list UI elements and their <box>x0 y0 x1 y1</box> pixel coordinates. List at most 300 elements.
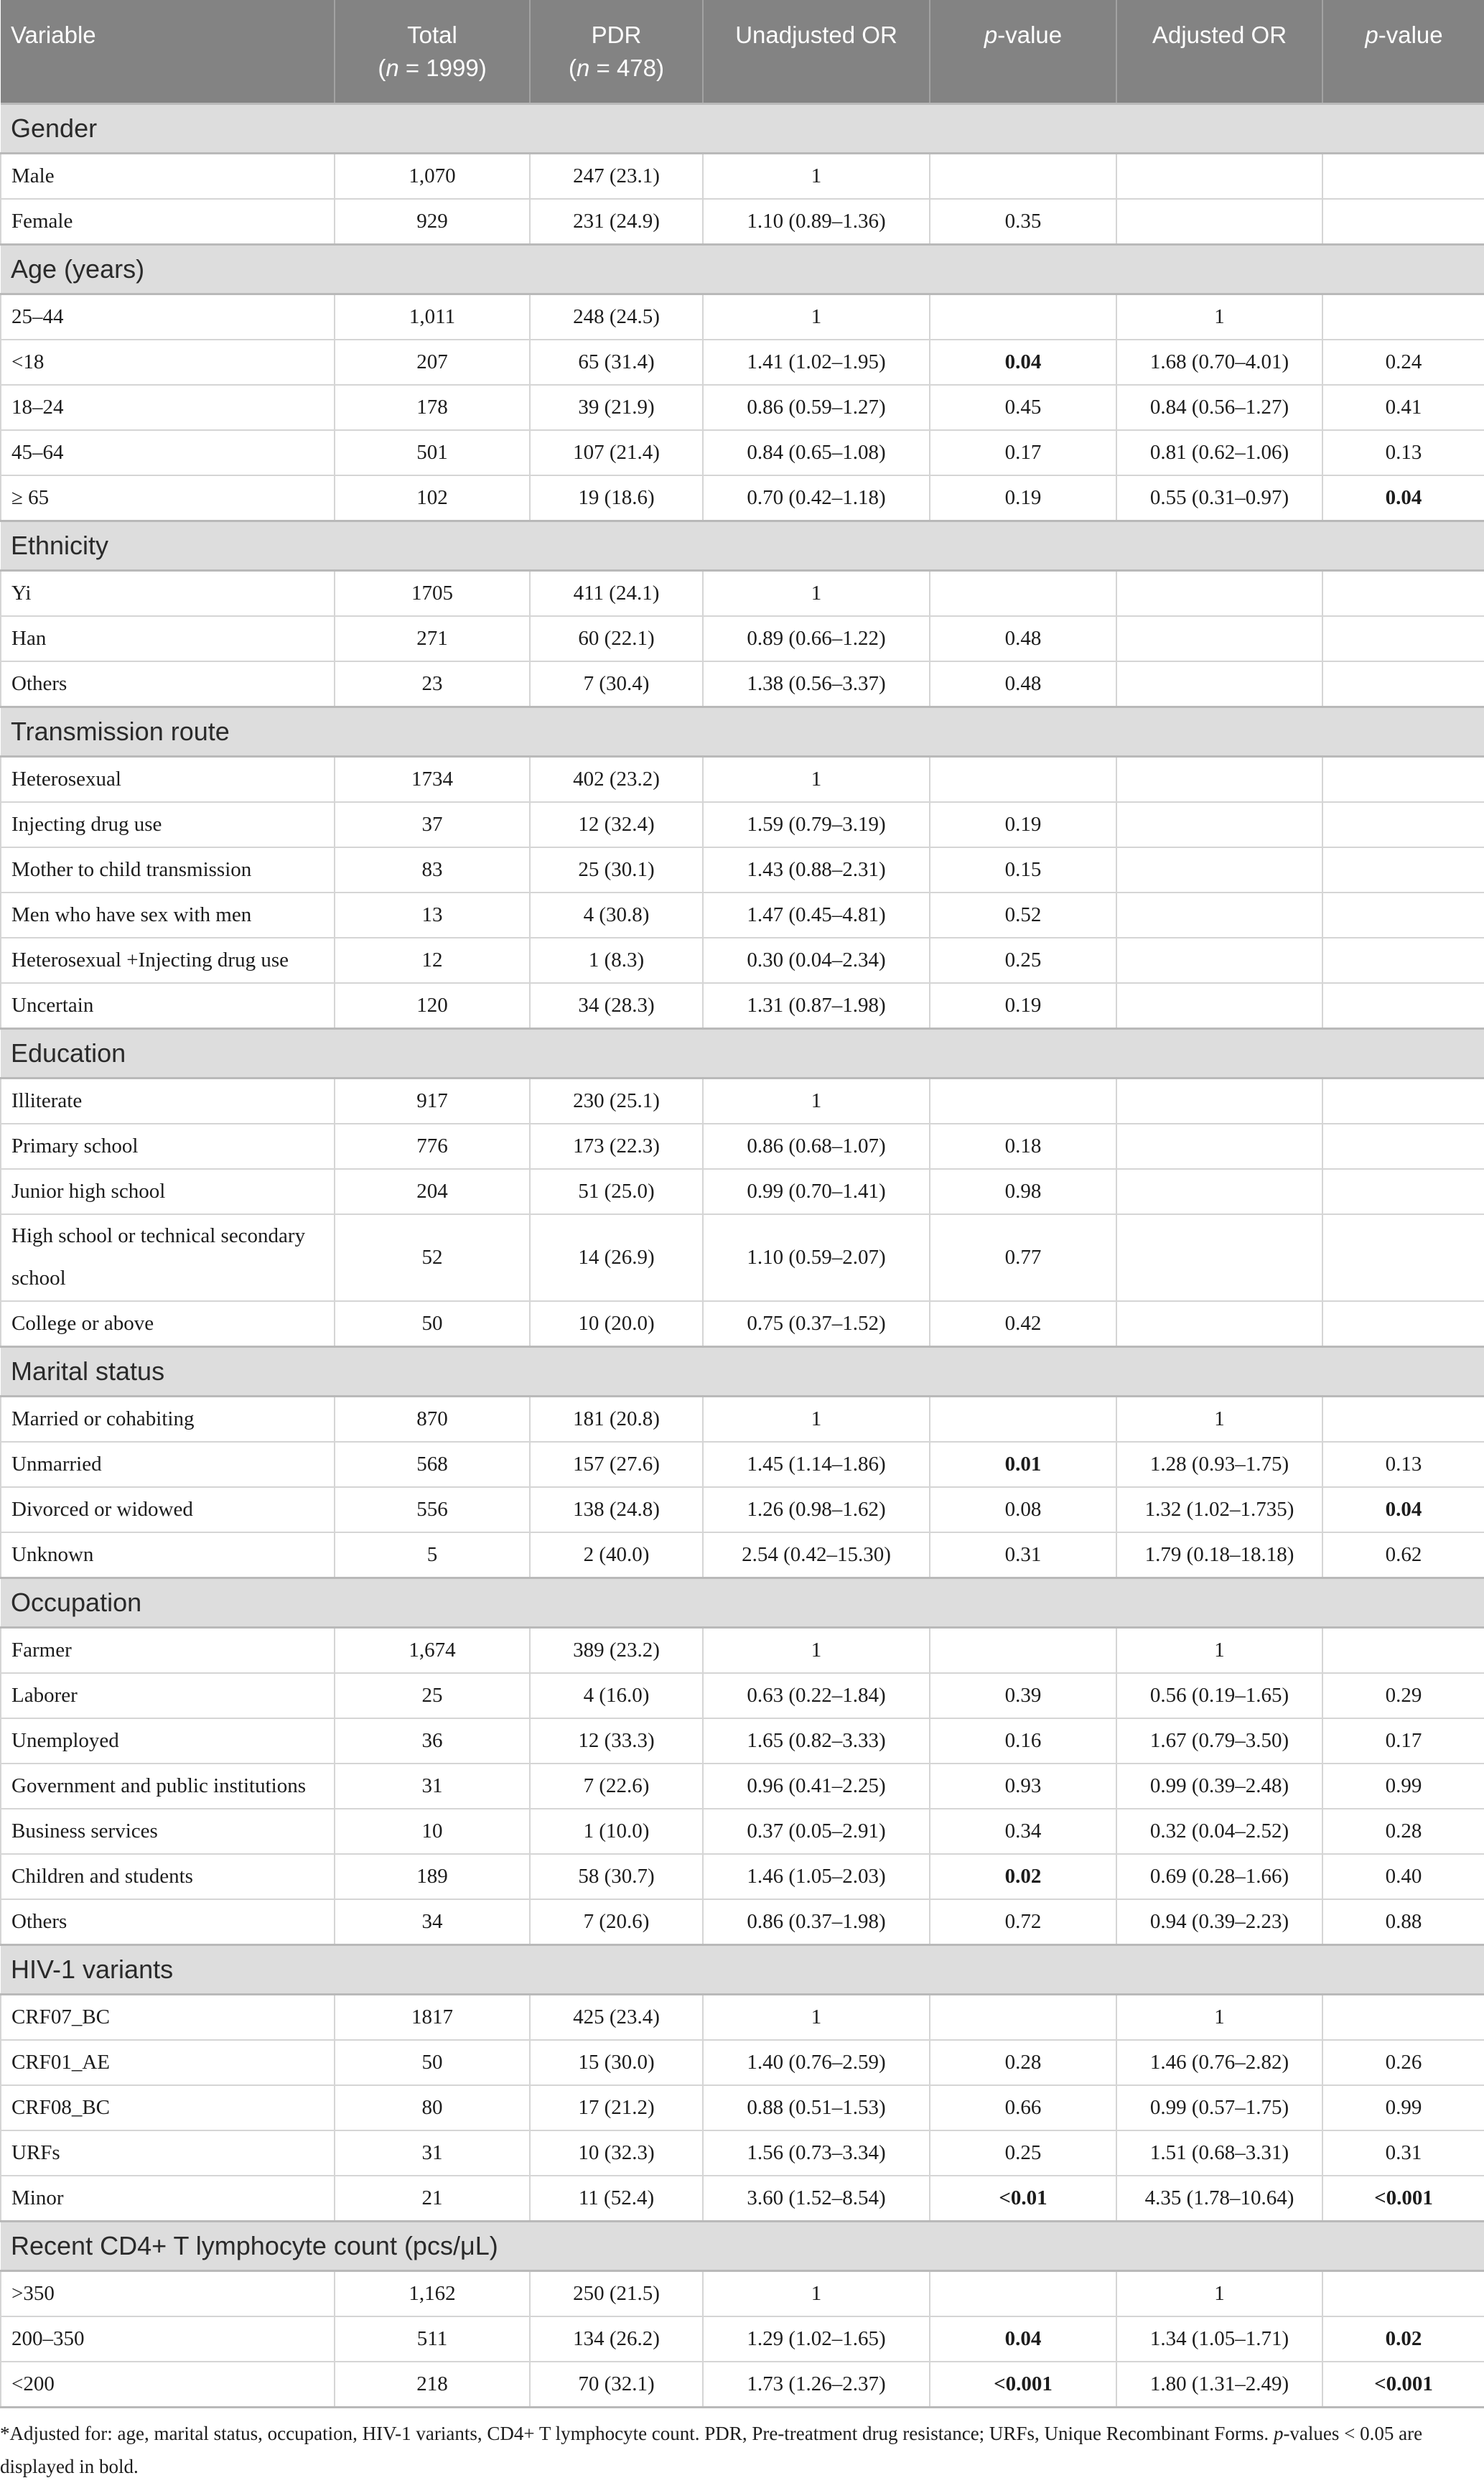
cell-adjusted-or: 0.94 (0.39–2.23) <box>1116 1899 1322 1945</box>
cell-pdr: 231 (24.9) <box>530 199 703 245</box>
cell-pdr: 14 (26.9) <box>530 1214 703 1301</box>
cell-total: 218 <box>335 2362 530 2408</box>
cell-total: 1,162 <box>335 2270 530 2316</box>
cell-pdr: 1 (10.0) <box>530 1809 703 1854</box>
column-subtitle: (n = 1999) <box>378 55 487 81</box>
cell-total: 556 <box>335 1487 530 1532</box>
cell-p-value-unadjusted: <0.01 <box>930 2176 1116 2222</box>
cell-p-value-unadjusted: 0.25 <box>930 938 1116 983</box>
cell-variable: Married or cohabiting <box>1 1396 335 1442</box>
cell-pdr: 134 (26.2) <box>530 2316 703 2362</box>
table-row <box>1 2270 1484 2316</box>
cell-p-value-unadjusted <box>930 1079 1116 1124</box>
cell-pdr: 107 (21.4) <box>530 430 703 475</box>
cell-pdr: 247 (23.1) <box>530 154 703 200</box>
table-row <box>1 938 1484 983</box>
cell-p-value-adjusted: 0.04 <box>1322 475 1484 521</box>
table-row <box>1 2085 1484 2130</box>
cell-unadjusted-or: 1 <box>703 1994 930 2040</box>
cell-total: 34 <box>335 1899 530 1945</box>
column-header-pdr <box>530 0 703 104</box>
cell-p-value-unadjusted: 0.15 <box>930 847 1116 893</box>
cell-p-value-adjusted <box>1322 847 1484 893</box>
cell-total: 10 <box>335 1809 530 1854</box>
section-header-row <box>1 2221 1484 2270</box>
section-header-row <box>1 707 1484 757</box>
cell-adjusted-or <box>1116 847 1322 893</box>
cell-p-value-unadjusted: 0.48 <box>930 661 1116 707</box>
table-row <box>1 2040 1484 2085</box>
cell-variable: CRF01_AE <box>1 2040 335 2085</box>
table-row <box>1 1899 1484 1945</box>
column-title: Adjusted OR <box>1152 22 1287 48</box>
table-row <box>1 430 1484 475</box>
table-row <box>1 893 1484 938</box>
cell-unadjusted-or: 0.96 (0.41–2.25) <box>703 1764 930 1809</box>
cell-total: 178 <box>335 385 530 430</box>
cell-unadjusted-or: 1.45 (1.14–1.86) <box>703 1442 930 1487</box>
table-row <box>1 983 1484 1029</box>
cell-p-value-adjusted: 0.29 <box>1322 1673 1484 1718</box>
section-label: Marital status <box>1 1346 1484 1396</box>
cell-adjusted-or: 1.67 (0.79–3.50) <box>1116 1718 1322 1764</box>
cell-unadjusted-or: 0.30 (0.04–2.34) <box>703 938 930 983</box>
cell-variable: Injecting drug use <box>1 802 335 847</box>
cell-total: 50 <box>335 2040 530 2085</box>
cell-p-value-adjusted <box>1322 802 1484 847</box>
cell-pdr: 4 (16.0) <box>530 1673 703 1718</box>
cell-adjusted-or: 1.34 (1.05–1.71) <box>1116 2316 1322 2362</box>
cell-adjusted-or <box>1116 199 1322 245</box>
cell-pdr: 10 (20.0) <box>530 1301 703 1347</box>
cell-p-value-unadjusted: 0.19 <box>930 983 1116 1029</box>
cell-p-value-adjusted: 0.88 <box>1322 1899 1484 1945</box>
cell-total: 23 <box>335 661 530 707</box>
cell-total: 1,011 <box>335 294 530 340</box>
cell-pdr: 7 (20.6) <box>530 1899 703 1945</box>
section-label: Ethnicity <box>1 521 1484 571</box>
cell-unadjusted-or: 1.38 (0.56–3.37) <box>703 661 930 707</box>
table-row <box>1 2316 1484 2362</box>
cell-unadjusted-or: 1 <box>703 294 930 340</box>
cell-variable: <200 <box>1 2362 335 2408</box>
cell-unadjusted-or: 1.65 (0.82–3.33) <box>703 1718 930 1764</box>
cell-adjusted-or <box>1116 802 1322 847</box>
cell-unadjusted-or: 1.10 (0.89–1.36) <box>703 199 930 245</box>
cell-p-value-unadjusted: 0.42 <box>930 1301 1116 1347</box>
cell-variable: Unknown <box>1 1532 335 1578</box>
section-label: Education <box>1 1029 1484 1079</box>
cell-p-value-unadjusted: 0.31 <box>930 1532 1116 1578</box>
cell-total: 31 <box>335 2130 530 2176</box>
cell-adjusted-or <box>1116 571 1322 617</box>
cell-unadjusted-or: 0.86 (0.59–1.27) <box>703 385 930 430</box>
cell-pdr: 15 (30.0) <box>530 2040 703 2085</box>
cell-variable: Laborer <box>1 1673 335 1718</box>
cell-adjusted-or: 0.32 (0.04–2.52) <box>1116 1809 1322 1854</box>
cell-variable: 200–350 <box>1 2316 335 2362</box>
cell-p-value-adjusted <box>1322 1396 1484 1442</box>
cell-adjusted-or: 1.28 (0.93–1.75) <box>1116 1442 1322 1487</box>
cell-adjusted-or: 0.69 (0.28–1.66) <box>1116 1854 1322 1899</box>
cell-total: 50 <box>335 1301 530 1347</box>
cell-pdr: 4 (30.8) <box>530 893 703 938</box>
cell-adjusted-or <box>1116 661 1322 707</box>
cell-unadjusted-or: 0.75 (0.37–1.52) <box>703 1301 930 1347</box>
cell-pdr: 7 (22.6) <box>530 1764 703 1809</box>
cell-p-value-unadjusted: 0.72 <box>930 1899 1116 1945</box>
section-label: Transmission route <box>1 707 1484 757</box>
cell-p-value-adjusted: 0.40 <box>1322 1854 1484 1899</box>
cell-p-value-adjusted <box>1322 1124 1484 1169</box>
table-row <box>1 1854 1484 1899</box>
cell-p-value-unadjusted <box>930 1994 1116 2040</box>
cell-unadjusted-or: 1.59 (0.79–3.19) <box>703 802 930 847</box>
cell-adjusted-or: 1.68 (0.70–4.01) <box>1116 340 1322 385</box>
cell-unadjusted-or: 1.31 (0.87–1.98) <box>703 983 930 1029</box>
cell-adjusted-or <box>1116 1214 1322 1301</box>
cell-pdr: 2 (40.0) <box>530 1532 703 1578</box>
cell-adjusted-or: 0.55 (0.31–0.97) <box>1116 475 1322 521</box>
section-header-row <box>1 1346 1484 1396</box>
cell-p-value-adjusted: 0.26 <box>1322 2040 1484 2085</box>
cell-pdr: 51 (25.0) <box>530 1169 703 1214</box>
cell-adjusted-or <box>1116 893 1322 938</box>
cell-pdr: 157 (27.6) <box>530 1442 703 1487</box>
cell-pdr: 425 (23.4) <box>530 1994 703 2040</box>
cell-total: 870 <box>335 1396 530 1442</box>
table-row <box>1 1301 1484 1347</box>
cell-pdr: 248 (24.5) <box>530 294 703 340</box>
cell-p-value-adjusted <box>1322 1994 1484 2040</box>
cell-variable: URFs <box>1 2130 335 2176</box>
table-row <box>1 1673 1484 1718</box>
section-header-row <box>1 245 1484 294</box>
cell-p-value-unadjusted: 0.77 <box>930 1214 1116 1301</box>
cell-total: 21 <box>335 2176 530 2222</box>
table-row <box>1 661 1484 707</box>
column-header-p-value-unadjusted <box>930 0 1116 104</box>
table-header <box>1 0 1484 104</box>
cell-unadjusted-or: 0.37 (0.05–2.91) <box>703 1809 930 1854</box>
table-row <box>1 802 1484 847</box>
column-title: PDR <box>591 22 642 48</box>
cell-variable: Junior high school <box>1 1169 335 1214</box>
cell-unadjusted-or: 1 <box>703 571 930 617</box>
cell-unadjusted-or: 1 <box>703 757 930 803</box>
cell-p-value-adjusted: <0.001 <box>1322 2176 1484 2222</box>
cell-adjusted-or: 1 <box>1116 1396 1322 1442</box>
cell-p-value-adjusted: 0.17 <box>1322 1718 1484 1764</box>
cell-total: 83 <box>335 847 530 893</box>
cell-pdr: 7 (30.4) <box>530 661 703 707</box>
cell-adjusted-or: 1.79 (0.18–18.18) <box>1116 1532 1322 1578</box>
table-row <box>1 1442 1484 1487</box>
cell-total: 204 <box>335 1169 530 1214</box>
cell-pdr: 60 (22.1) <box>530 616 703 661</box>
cell-unadjusted-or: 0.86 (0.68–1.07) <box>703 1124 930 1169</box>
cell-adjusted-or: 1 <box>1116 1994 1322 2040</box>
cell-variable: Unemployed <box>1 1718 335 1764</box>
cell-unadjusted-or: 1 <box>703 2270 930 2316</box>
cell-variable: Others <box>1 661 335 707</box>
cell-variable: High school or technical secondary school <box>1 1214 335 1301</box>
section-header-row <box>1 521 1484 571</box>
cell-pdr: 11 (52.4) <box>530 2176 703 2222</box>
cell-p-value-unadjusted: 0.04 <box>930 2316 1116 2362</box>
cell-unadjusted-or: 0.70 (0.42–1.18) <box>703 475 930 521</box>
cell-pdr: 411 (24.1) <box>530 571 703 617</box>
cell-variable: Children and students <box>1 1854 335 1899</box>
cell-p-value-unadjusted <box>930 1627 1116 1673</box>
cell-total: 5 <box>335 1532 530 1578</box>
table-row <box>1 2362 1484 2408</box>
cell-p-value-adjusted <box>1322 1169 1484 1214</box>
cell-total: 37 <box>335 802 530 847</box>
cell-p-value-unadjusted: 0.39 <box>930 1673 1116 1718</box>
cell-pdr: 17 (21.2) <box>530 2085 703 2130</box>
cell-total: 25 <box>335 1673 530 1718</box>
cell-variable: ≥ 65 <box>1 475 335 521</box>
cell-variable: Divorced or widowed <box>1 1487 335 1532</box>
cell-unadjusted-or: 1.40 (0.76–2.59) <box>703 2040 930 2085</box>
cell-p-value-unadjusted: 0.35 <box>930 199 1116 245</box>
cell-pdr: 1 (8.3) <box>530 938 703 983</box>
cell-p-value-unadjusted <box>930 757 1116 803</box>
cell-adjusted-or: 1.46 (0.76–2.82) <box>1116 2040 1322 2085</box>
cell-p-value-adjusted: 0.13 <box>1322 430 1484 475</box>
column-header-variable <box>1 0 335 104</box>
cell-p-value-unadjusted: 0.18 <box>930 1124 1116 1169</box>
cell-variable: Male <box>1 154 335 200</box>
cell-p-value-adjusted: 0.28 <box>1322 1809 1484 1854</box>
table-row <box>1 1214 1484 1301</box>
section-header-row <box>1 104 1484 154</box>
cell-adjusted-or <box>1116 938 1322 983</box>
cell-p-value-unadjusted: 0.93 <box>930 1764 1116 1809</box>
cell-unadjusted-or: 1.47 (0.45–4.81) <box>703 893 930 938</box>
cell-total: 207 <box>335 340 530 385</box>
cell-unadjusted-or: 1 <box>703 154 930 200</box>
cell-p-value-adjusted <box>1322 661 1484 707</box>
header-row <box>1 0 1484 104</box>
section-label: Occupation <box>1 1578 1484 1627</box>
cell-unadjusted-or: 1 <box>703 1627 930 1673</box>
table-row <box>1 1487 1484 1532</box>
cell-unadjusted-or: 3.60 (1.52–8.54) <box>703 2176 930 2222</box>
cell-p-value-unadjusted: 0.45 <box>930 385 1116 430</box>
cell-p-value-unadjusted: 0.19 <box>930 475 1116 521</box>
cell-p-value-unadjusted <box>930 571 1116 617</box>
cell-p-value-unadjusted: 0.25 <box>930 2130 1116 2176</box>
cell-p-value-adjusted <box>1322 2270 1484 2316</box>
cell-p-value-unadjusted: 0.17 <box>930 430 1116 475</box>
cell-total: 271 <box>335 616 530 661</box>
table-row <box>1 1809 1484 1854</box>
cell-p-value-unadjusted: <0.001 <box>930 2362 1116 2408</box>
cell-unadjusted-or: 1.46 (1.05–2.03) <box>703 1854 930 1899</box>
cell-p-value-adjusted: 0.41 <box>1322 385 1484 430</box>
cell-total: 1734 <box>335 757 530 803</box>
cell-p-value-adjusted: <0.001 <box>1322 2362 1484 2408</box>
cell-total: 12 <box>335 938 530 983</box>
table-row <box>1 1764 1484 1809</box>
cell-total: 929 <box>335 199 530 245</box>
section-header-row <box>1 1578 1484 1627</box>
cell-variable: CRF08_BC <box>1 2085 335 2130</box>
cell-adjusted-or: 0.81 (0.62–1.06) <box>1116 430 1322 475</box>
cell-adjusted-or: 1 <box>1116 294 1322 340</box>
cell-pdr: 39 (21.9) <box>530 385 703 430</box>
cell-unadjusted-or: 0.89 (0.66–1.22) <box>703 616 930 661</box>
cell-variable: 45–64 <box>1 430 335 475</box>
cell-p-value-adjusted <box>1322 893 1484 938</box>
column-header-p-value-adjusted <box>1322 0 1484 104</box>
cell-p-value-unadjusted: 0.01 <box>930 1442 1116 1487</box>
cell-p-value-adjusted <box>1322 938 1484 983</box>
cell-pdr: 70 (32.1) <box>530 2362 703 2408</box>
cell-variable: Men who have sex with men <box>1 893 335 938</box>
cell-variable: <18 <box>1 340 335 385</box>
cell-p-value-adjusted: 0.99 <box>1322 2085 1484 2130</box>
cell-pdr: 138 (24.8) <box>530 1487 703 1532</box>
column-title: p-value <box>1365 22 1443 48</box>
cell-p-value-adjusted <box>1322 1214 1484 1301</box>
cell-p-value-unadjusted: 0.08 <box>930 1487 1116 1532</box>
cell-variable: College or above <box>1 1301 335 1347</box>
cell-pdr: 181 (20.8) <box>530 1396 703 1442</box>
cell-p-value-unadjusted: 0.34 <box>930 1809 1116 1854</box>
cell-pdr: 173 (22.3) <box>530 1124 703 1169</box>
column-subtitle: (n = 478) <box>568 55 665 81</box>
cell-p-value-adjusted <box>1322 1079 1484 1124</box>
cell-pdr: 389 (23.2) <box>530 1627 703 1673</box>
cell-p-value-adjusted: 0.62 <box>1322 1532 1484 1578</box>
cell-pdr: 12 (33.3) <box>530 1718 703 1764</box>
cell-adjusted-or: 0.99 (0.39–2.48) <box>1116 1764 1322 1809</box>
cell-unadjusted-or: 1.10 (0.59–2.07) <box>703 1214 930 1301</box>
cell-p-value-unadjusted: 0.19 <box>930 802 1116 847</box>
table-row <box>1 1396 1484 1442</box>
cell-total: 52 <box>335 1214 530 1301</box>
cell-adjusted-or <box>1116 1124 1322 1169</box>
cell-variable: Unmarried <box>1 1442 335 1487</box>
cell-variable: Han <box>1 616 335 661</box>
cell-adjusted-or <box>1116 1301 1322 1347</box>
cell-p-value-adjusted <box>1322 154 1484 200</box>
cell-unadjusted-or: 0.88 (0.51–1.53) <box>703 2085 930 2130</box>
cell-unadjusted-or: 0.86 (0.37–1.98) <box>703 1899 930 1945</box>
cell-total: 31 <box>335 1764 530 1809</box>
table-row <box>1 294 1484 340</box>
cell-adjusted-or: 0.99 (0.57–1.75) <box>1116 2085 1322 2130</box>
cell-total: 80 <box>335 2085 530 2130</box>
table-row <box>1 154 1484 200</box>
cell-adjusted-or: 0.56 (0.19–1.65) <box>1116 1673 1322 1718</box>
cell-total: 189 <box>335 1854 530 1899</box>
cell-unadjusted-or: 2.54 (0.42–15.30) <box>703 1532 930 1578</box>
column-header-adjusted-or <box>1116 0 1322 104</box>
cell-pdr: 12 (32.4) <box>530 802 703 847</box>
cell-unadjusted-or: 0.63 (0.22–1.84) <box>703 1673 930 1718</box>
cell-total: 511 <box>335 2316 530 2362</box>
cell-variable: Primary school <box>1 1124 335 1169</box>
cell-variable: CRF07_BC <box>1 1994 335 2040</box>
column-header-unadjusted-or <box>703 0 930 104</box>
cell-pdr: 58 (30.7) <box>530 1854 703 1899</box>
cell-unadjusted-or: 1.56 (0.73–3.34) <box>703 2130 930 2176</box>
table-row <box>1 385 1484 430</box>
column-header-total <box>335 0 530 104</box>
table-row <box>1 2130 1484 2176</box>
cell-total: 13 <box>335 893 530 938</box>
cell-variable: Uncertain <box>1 983 335 1029</box>
cell-unadjusted-or: 1.41 (1.02–1.95) <box>703 340 930 385</box>
cell-variable: Heterosexual +Injecting drug use <box>1 938 335 983</box>
cell-total: 1,070 <box>335 154 530 200</box>
table-row <box>1 1124 1484 1169</box>
cell-adjusted-or <box>1116 616 1322 661</box>
table-row <box>1 475 1484 521</box>
table-row <box>1 847 1484 893</box>
cell-p-value-unadjusted: 0.52 <box>930 893 1116 938</box>
table-row <box>1 1532 1484 1578</box>
cell-p-value-adjusted: 0.02 <box>1322 2316 1484 2362</box>
cell-p-value-adjusted <box>1322 571 1484 617</box>
cell-p-value-unadjusted: 0.04 <box>930 340 1116 385</box>
cell-p-value-adjusted <box>1322 1301 1484 1347</box>
table-row <box>1 1994 1484 2040</box>
cell-total: 501 <box>335 430 530 475</box>
table-row <box>1 757 1484 803</box>
cell-p-value-adjusted <box>1322 983 1484 1029</box>
cell-p-value-unadjusted: 0.48 <box>930 616 1116 661</box>
cell-variable: 18–24 <box>1 385 335 430</box>
cell-p-value-unadjusted: 0.66 <box>930 2085 1116 2130</box>
cell-unadjusted-or: 1 <box>703 1079 930 1124</box>
cell-variable: Others <box>1 1899 335 1945</box>
cell-adjusted-or <box>1116 1169 1322 1214</box>
cell-total: 1705 <box>335 571 530 617</box>
table-row <box>1 340 1484 385</box>
cell-adjusted-or: 1.32 (1.02–1.735) <box>1116 1487 1322 1532</box>
cell-unadjusted-or: 0.84 (0.65–1.08) <box>703 430 930 475</box>
cell-variable: Business services <box>1 1809 335 1854</box>
cell-unadjusted-or: 1.73 (1.26–2.37) <box>703 2362 930 2408</box>
cell-p-value-unadjusted: 0.28 <box>930 2040 1116 2085</box>
cell-total: 776 <box>335 1124 530 1169</box>
table-row <box>1 1718 1484 1764</box>
cell-p-value-unadjusted <box>930 154 1116 200</box>
cell-variable: Heterosexual <box>1 757 335 803</box>
cell-pdr: 402 (23.2) <box>530 757 703 803</box>
column-title: p-value <box>984 22 1063 48</box>
cell-adjusted-or: 4.35 (1.78–10.64) <box>1116 2176 1322 2222</box>
cell-pdr: 34 (28.3) <box>530 983 703 1029</box>
table-row <box>1 616 1484 661</box>
cell-variable: Mother to child transmission <box>1 847 335 893</box>
cell-unadjusted-or: 1.26 (0.98–1.62) <box>703 1487 930 1532</box>
section-label: HIV-1 variants <box>1 1944 1484 1994</box>
cell-p-value-adjusted <box>1322 199 1484 245</box>
cell-p-value-unadjusted: 0.16 <box>930 1718 1116 1764</box>
cell-p-value-unadjusted <box>930 2270 1116 2316</box>
cell-p-value-unadjusted: 0.98 <box>930 1169 1116 1214</box>
cell-variable: Minor <box>1 2176 335 2222</box>
cell-p-value-adjusted: 0.31 <box>1322 2130 1484 2176</box>
cell-p-value-adjusted: 0.24 <box>1322 340 1484 385</box>
cell-p-value-adjusted <box>1322 294 1484 340</box>
